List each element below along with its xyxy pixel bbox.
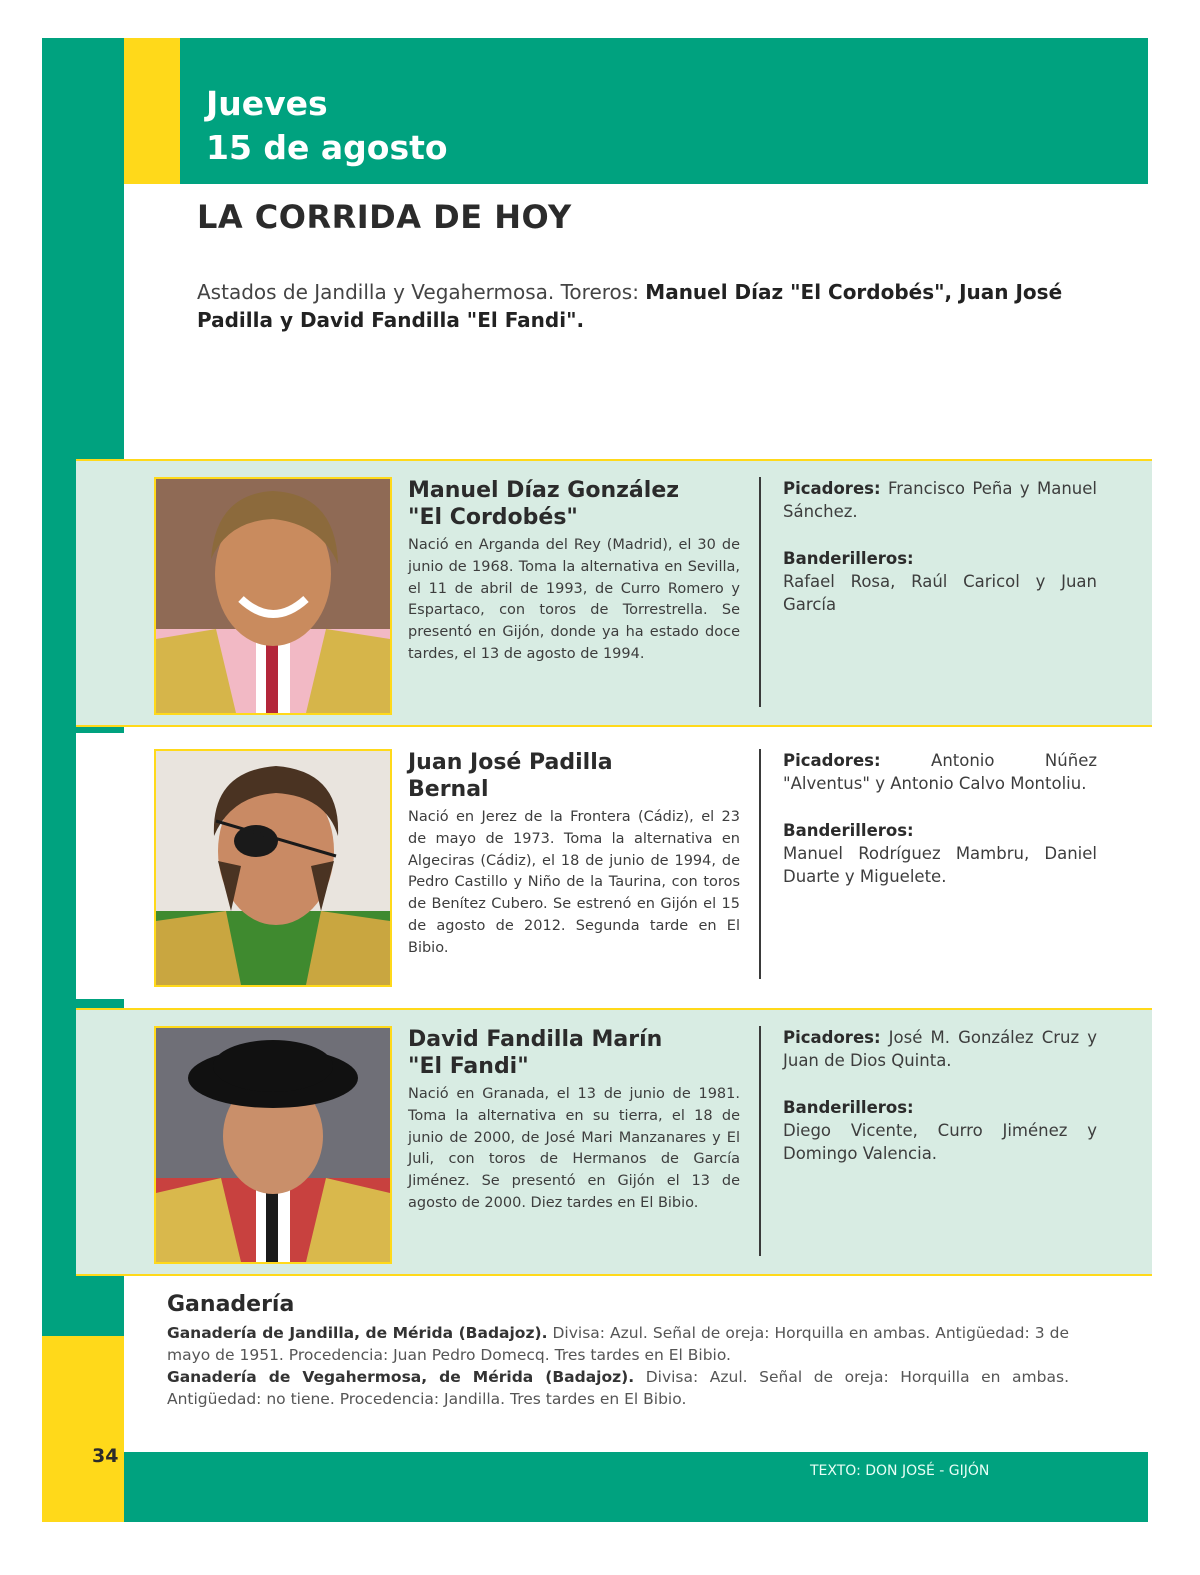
ganaderia-vegahermosa-name: Ganadería de Vegahermosa, de Mérida (Badajoz). [167, 1368, 635, 1386]
ganaderia-jandilla-name: Ganadería de Jandilla, de Mérida (Badajoz). [167, 1324, 548, 1342]
picadores-label-3: Picadores: [783, 1028, 881, 1047]
footer-credit: TEXTO: DON JOSÉ - GIJÓN [810, 1463, 990, 1479]
torero-name-2: Juan José Padilla Bernal [408, 750, 613, 802]
intro-toreros: Manuel Díaz "El Cordobés", Juan José Padilla y David Fandilla "El Fandi". [197, 280, 1063, 332]
column-divider-3 [759, 1026, 761, 1256]
page-number: 34 [92, 1445, 119, 1467]
footer-yellow-accent [42, 1336, 124, 1522]
torero-portrait-2 [156, 751, 390, 985]
torero-crew-3 [783, 1026, 1097, 1165]
torero-bio-2 [408, 749, 740, 960]
intro-paragraph [197, 278, 1117, 334]
torero-crew-2 [783, 749, 1097, 888]
picadores-1 [783, 477, 1097, 523]
picadores-names-3: José M. González Cruz y Juan de Dios Quinta. [783, 1028, 1097, 1070]
picadores-names-2: Antonio Núñez "Alventus" y Antonio Calvo Montoliu. [783, 751, 1098, 793]
picadores-2 [783, 749, 1097, 795]
footer-bar [124, 1452, 1148, 1522]
column-divider-2 [759, 749, 761, 979]
torero-bio-1 [408, 477, 740, 666]
torero-bio-text-1: Nació en Arganda del Rey (Madrid), el 30 de junio de 1968. Toma la alternativa en Sevilla, el 11 de abril de 1993, de Curro Romero y Espartaco, con toros de Torrestrella. Se presentó en Gijón, donde ya ha estado doce tardes, el 13 de agosto de 1994. [408, 537, 740, 662]
intro-text: Astados de Jandilla y Vegahermosa. Toreros: [197, 280, 646, 304]
picadores-label-1: Picadores: [783, 479, 881, 498]
banderilleros-label-1: Banderilleros: [783, 549, 914, 568]
torero-name-3: David Fandilla Marín "El Fandi" [408, 1027, 663, 1079]
banderilleros-label-3: Banderilleros: [783, 1098, 914, 1117]
ganaderia-vegahermosa [167, 1366, 1069, 1410]
ganaderia-jandilla [167, 1322, 1069, 1366]
ganaderia-title: Ganadería [167, 1292, 295, 1317]
banderilleros-label-2: Banderilleros: [783, 821, 914, 840]
torero-card-2 [76, 733, 1152, 999]
torero-crew-1 [783, 477, 1097, 616]
torero-name-1: Manuel Díaz González "El Cordobés" [408, 478, 680, 530]
column-divider-1 [759, 477, 761, 707]
banderilleros-names-2: Manuel Rodríguez Mambru, Daniel Duarte y Miguelete. [783, 844, 1097, 886]
header-date: 15 de agosto [206, 128, 448, 167]
torero-photo-3 [154, 1026, 392, 1264]
picadores-3 [783, 1026, 1097, 1072]
torero-portrait-3 [156, 1028, 390, 1262]
torero-bio-text-3: Nació en Granada, el 13 de junio de 1981. Toma la alternativa en su tierra, el 18 de junio de 2000, de José Mari Manzanares y El Juli, con toros de Hermanos de García Jiménez. Se presentó en Gijón el 13 de agosto de 2000. Diez tardes en El Bibio. [408, 1086, 740, 1211]
torero-bio-3 [408, 1026, 740, 1215]
picadores-label-2: Picadores: [783, 751, 881, 770]
ganaderia-jandilla-details: Divisa: Azul. Señal de oreja: Horquilla en ambas. Antigüedad: 3 de mayo de 1951. Procedencia: Juan Pedro Domecq. Tres tardes en El Bibio. [167, 1324, 1069, 1364]
banderilleros-names-3: Diego Vicente, Curro Jiménez y Domingo Valencia. [783, 1121, 1097, 1163]
torero-photo-2 [154, 749, 392, 987]
header-day: Jueves [206, 84, 328, 123]
torero-bio-text-2: Nació en Jerez de la Frontera (Cádiz), el 23 de mayo de 1973. Toma la alternativa en Algeciras (Cádiz), el 18 de junio de 1994, de Pedro Castillo y Niño de la Taurina, con toros de Benítez Cubero. Se estrenó en Gijón el 15 de agosto de 2012. Segunda tarde en El Bibio. [408, 809, 740, 956]
page-title: LA CORRIDA DE HOY [197, 198, 572, 236]
torero-photo-1 [154, 477, 392, 715]
torero-portrait-1 [156, 479, 390, 713]
ganaderia-vegahermosa-details: Divisa: Azul. Señal de oreja: Horquilla en ambas. Antigüedad: no tiene. Procedencia: Jandilla. Tres tardes en El Bibio. [167, 1368, 1069, 1408]
banderilleros-names-1: Rafael Rosa, Raúl Caricol y Juan García [783, 572, 1097, 614]
picadores-names-1: Francisco Peña y Manuel Sánchez. [783, 479, 1098, 521]
torero-card-1 [76, 459, 1152, 727]
torero-card-3 [76, 1008, 1152, 1276]
header-yellow-accent [124, 38, 180, 184]
ganaderia-text [167, 1322, 1069, 1410]
